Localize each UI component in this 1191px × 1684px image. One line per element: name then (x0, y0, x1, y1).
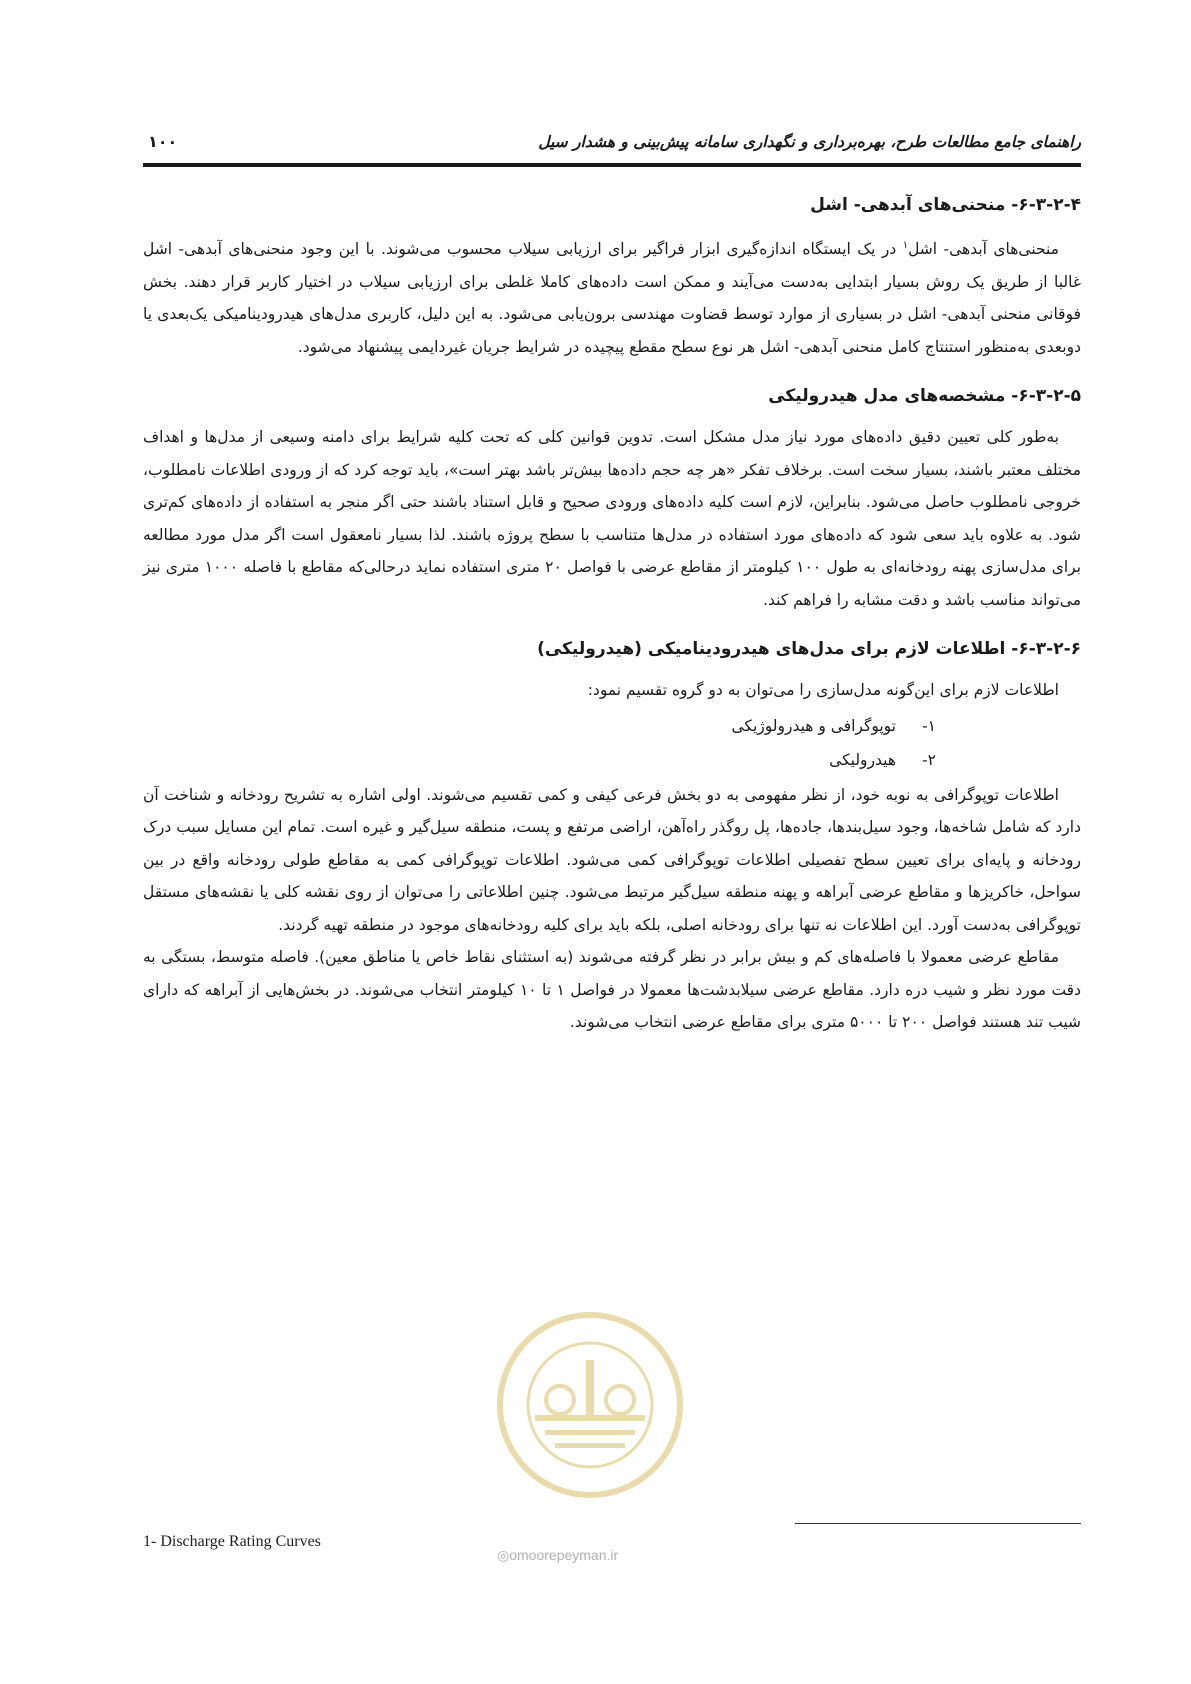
paragraph-intro: اطلاعات لازم برای این‌گونه مدل‌سازی را می‌توان به دو گروه تقسیم نمود: (587, 681, 1059, 700)
header-title: راهنمای جامع مطالعات طرح، بهره‌برداری و نگهداری سامانه پیش‌بینی و هشدار سیل (538, 132, 1081, 151)
list-text: هیدرولیکی (829, 750, 896, 769)
footnote-rule (795, 1523, 1081, 1524)
page-number: ۱۰۰ (148, 132, 178, 151)
watermark-url (497, 1547, 618, 1564)
header-rule (143, 163, 1081, 167)
paragraph (143, 230, 1081, 363)
footnote: 1- Discharge Rating Curves (143, 1533, 321, 1550)
list-item (143, 743, 1081, 777)
paragraph-rest: در یک ایستگاه اندازه‌گیری ابزار فراگیر برای ارزیابی سیلاب محسوب می‌شوند. با این وجود منحنی‌های آبدهی- اشل غالبا از طریق یک روش بسیار ابتدایی به‌دست می‌آیند و ممکن است داده‌های کاملا غلطی برای ارزیابی سیلاب در اختیار کاربر قرار دهند. بخش فوقانی منحنی آبدهی- اشل در بسیاری از موارد توسط قضاوت مهندسی برون‌یابی می‌شود. به این دلیل، کاربری مدل‌های هیدرودینامیکی یک‌بعدی یا دوبعدی به‌منظور استنتاج کامل منحنی آبدهی- اشل هر نوع سطح مقطع پیچیده در شرایط جریان غیردایمی پیشنهاد می‌شود. (143, 240, 1081, 356)
list-number: ۱- (922, 716, 936, 735)
paragraph: به‌طور کلی تعیین دقیق داده‌های مورد نیاز مدل مشکل است. تدوین قوانین کلی که تحت کلیه شرایط برای دامنه وسیعی از مدل‌ها و اهداف مختلف معتبر باشند، بسیار سخت است. برخلاف تفکر «هر چه حجم داده‌ها بیش‌تر باشد بهتر است»، باید توجه کرد که از ورودی اطلاعات نامطلوب، خروجی نامطلوب حاصل می‌شود. بنابراین، لازم است کلیه داده‌های ورودی صحیح و قابل استناد باشند حتی اگر منجر به استفاده از داده‌های کم‌تری شود. به علاوه باید سعی شود که داده‌های مورد استفاده در مدل‌ها متناسب با سطح پروژه باشند. لذا بسیار نامعقول است اگر مدل مورد مطالعه برای مدل‌سازی پهنه رودخانه‌ای به طول ۱۰۰ کیلومتر از مقاطع عرضی با فواصل ۲۰ متری استفاده نماید درحالی‌که مقاطع با فاصله ۱۰۰۰ متری نیز می‌تواند مناسب باشد و دقت مشابه را فراهم کند. (143, 428, 1082, 609)
paragraph: اطلاعات توپوگرافی به نوبه خود، از نظر مفهومی به دو بخش فرعی کیفی و کمی تقسیم می‌شوند. اولی اشاره به تشریح رودخانه و شناخت آن دارد که شامل شاخه‌ها، وجود سیل‌بندها، جاده‌ها، پل روگذر راه‌آهن، اراضی مرتفع و پست، منطقه سیل‌گیر و غیره است. تمام این مسایل سبب درک رودخانه و پایه‌ای برای تعیین سطح تفصیلی اطلاعات توپوگرافی کمی می‌شود. اطلاعات توپوگرافی کمی به مقاطع طولی رودخانه واقع در بین سواحل، خاکریزها و مقاطع عرضی آبراهه و پهنه منطقه سیل‌گیر مرتبط می‌شود. چنین اطلاعاتی را می‌توان از روی نقشه کلی یا نقشه‌های مستقل توپوگرافی به‌دست آورد. این اطلاعات نه تنها برای رودخانه اصلی، بلکه باید برای کلیه رودخانه‌های موجود در منطقه تهیه گردند. (143, 785, 1081, 934)
watermark-logo-icon: ◎ (497, 1547, 510, 1563)
section-heading-required-data: ۶-۳-۲-۶- اطلاعات لازم برای مدل‌های هیدرودینامیکی (هیدرولیکی) (537, 639, 1081, 660)
paragraph: مقاطع عرضی معمولا با فاصله‌های کم و بیش برابر در نظر گرفته می‌شوند (به استثنای نقاط خاص یا مناطق معین). فاصله متوسط، بستگی به دقت مورد نظر و شیب دره دارد. مقاطع عرضی سیلابدشت‌ها معمولا در فواصل ۱ تا ۱۰ کیلومتر انتخاب می‌شوند. در بخش‌هایی از آبراهه که دارای شیب تند هستند فواصل ۲۰۰ تا ۵۰۰۰ متری برای مقاطع عرضی انتخاب می‌شوند. (143, 948, 1081, 1032)
running-header (143, 128, 1081, 164)
main-content (143, 182, 1081, 1039)
data-groups-list (143, 709, 1081, 777)
watermark-url-text: omoorepeyman.ir (509, 1547, 619, 1563)
list-number: ۲- (922, 750, 936, 769)
footnote-marker: ۱ (902, 240, 909, 251)
paragraph-lead: منحنی‌های آبدهی- اشل (908, 240, 1059, 259)
section-heading-rating-curves: ۶-۳-۲-۴- منحنی‌های آبدهی- اشل (810, 195, 1081, 215)
list-item (143, 709, 1081, 743)
watermark-seal-icon (490, 1305, 690, 1505)
section-heading-hydraulic-model: ۶-۳-۲-۵- مشخصه‌های مدل هیدرولیکی (768, 386, 1081, 407)
list-text: توپوگرافی و هیدرولوژیکی (731, 716, 896, 735)
